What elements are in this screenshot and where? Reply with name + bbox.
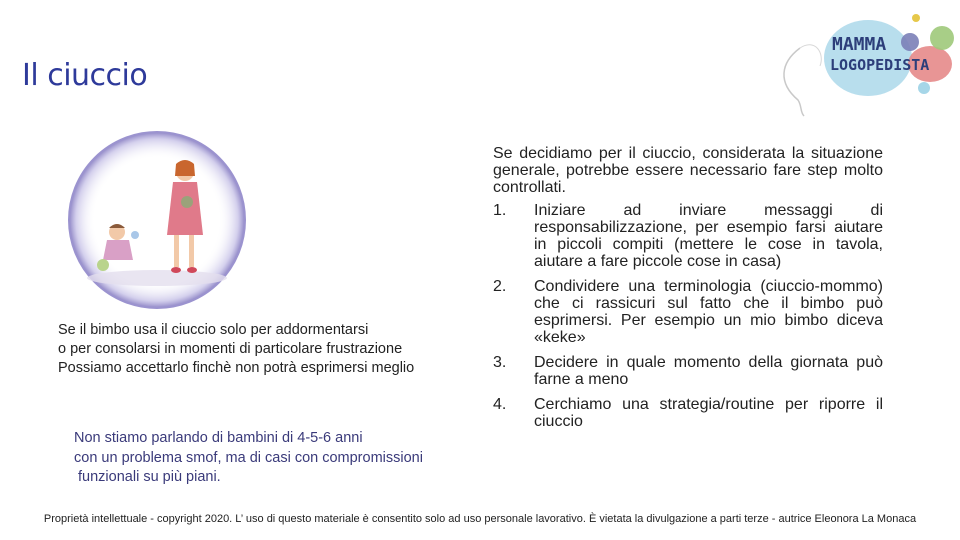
left-paragraph bbox=[58, 321, 478, 378]
item-number: 2. bbox=[493, 278, 507, 295]
item-number: 1. bbox=[493, 202, 507, 219]
item-text: Condividere una terminologia (ciuccio-mommo) che ci rassicuri sul fatto che il bimbo può esprimersi. Per esempio un mio bimbo diceva «keke» bbox=[534, 278, 883, 346]
item-number: 4. bbox=[493, 396, 507, 413]
list-item bbox=[493, 396, 883, 430]
left-note bbox=[74, 429, 494, 488]
note-line: Non stiamo parlando di bambini di 4-5-6 anni bbox=[74, 430, 363, 446]
left-line: Se il bimbo usa il ciuccio solo per addormentarsi bbox=[58, 322, 369, 338]
intro-paragraph: Se decidiamo per il ciuccio, considerata la situazione generale, potrebbe essere necessario fare step molto controllati. bbox=[493, 145, 883, 196]
item-text: Iniziare ad inviare messaggi di responsabilizzazione, per esempio farsi aiutare in piccoli compiti (mettere le cose in tavola, aiutare a fare piccole cose in casa) bbox=[534, 202, 883, 270]
list-item bbox=[493, 202, 883, 270]
mamma-logopedista-logo bbox=[760, 8, 960, 118]
note-line: funzionali su più piani. bbox=[74, 469, 221, 485]
left-line: Possiamo accettarlo finchè non potrà esprimersi meglio bbox=[58, 360, 415, 376]
item-text: Cerchiamo una strategia/routine per riporre il ciuccio bbox=[534, 396, 883, 430]
item-text: Decidere in quale momento della giornata può farne a meno bbox=[534, 354, 883, 388]
copyright-footer: Proprietà intellettuale - copyright 2020. L’ uso di questo materiale è consentito solo ad uso personale lavorativo. È vietata la divulgazione a parti terze - autrice Eleonora La Monaca bbox=[43, 513, 917, 525]
list-item bbox=[493, 278, 883, 346]
steps-list bbox=[493, 202, 883, 430]
logo-line-1: MAMMA bbox=[832, 34, 887, 55]
page-title: Il ciuccio bbox=[22, 58, 148, 93]
item-number: 3. bbox=[493, 354, 507, 371]
left-line: o per consolarsi in momenti di particolare frustrazione bbox=[58, 341, 403, 357]
logo-line-2: LOGOPEDISTA bbox=[830, 56, 930, 74]
children-bubble-illustration bbox=[55, 120, 255, 310]
note-line: con un problema smof, ma di casi con compromissioni bbox=[74, 449, 423, 466]
list-item bbox=[493, 354, 883, 388]
right-column bbox=[493, 145, 883, 438]
